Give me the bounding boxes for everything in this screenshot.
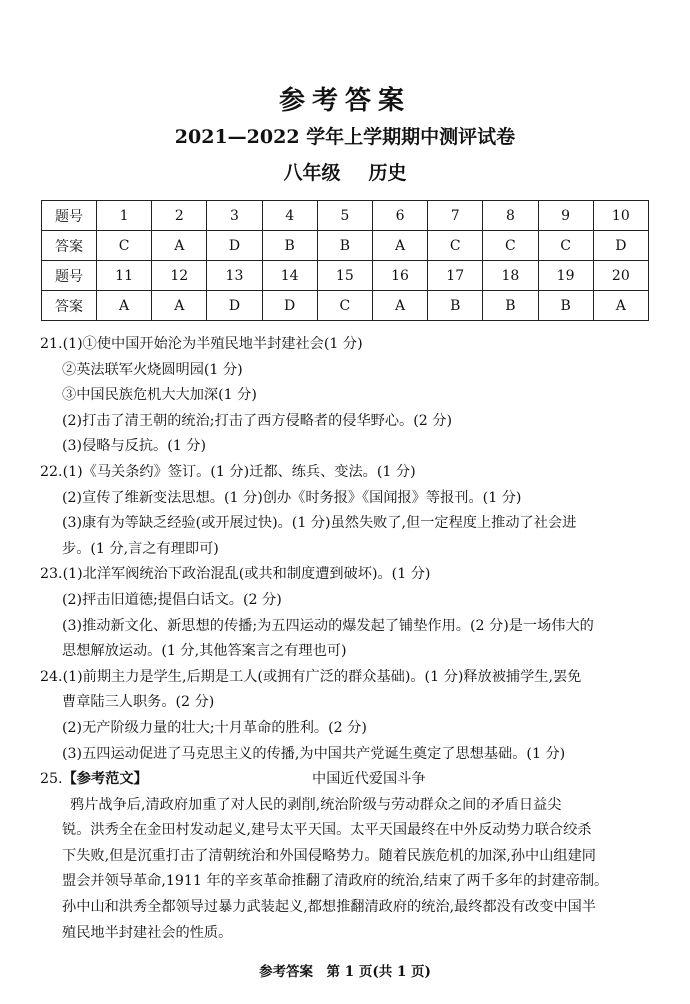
answer-table-cell: 8 bbox=[483, 201, 538, 231]
answer-table-row bbox=[42, 291, 649, 321]
q22-line-2: (2)宣传了维新变法思想。(1 分)创办《时务报》《国闻报》等报刊。(1 分) bbox=[62, 489, 522, 506]
essay-number: 25. bbox=[40, 771, 63, 788]
q24-line-1: 24.(1)前期主力是学生,后期是工人(或拥有广泛的群众基础)。(1 分)释放被捕学生,罢免 bbox=[40, 668, 582, 685]
answer-table-cell: 14 bbox=[262, 261, 317, 291]
answer-table-cell: A bbox=[152, 291, 207, 321]
answer-table-row bbox=[42, 261, 649, 291]
grade-label: 八年级 bbox=[283, 162, 341, 184]
q24-line-3: (2)无产阶级力量的壮大;十月革命的胜利。(2 分) bbox=[62, 719, 367, 736]
answer-table-cell: A bbox=[152, 231, 207, 261]
answer-table-row-header: 答案 bbox=[42, 231, 97, 261]
q21-line-2: ②英法联军火烧圆明园(1 分) bbox=[62, 361, 243, 378]
subject-label: 历史 bbox=[368, 162, 407, 184]
answer-table-cell: C bbox=[317, 291, 372, 321]
answer-table-cell: C bbox=[97, 231, 152, 261]
answer-table-cell: 10 bbox=[593, 201, 648, 231]
answer-table-cell: 17 bbox=[428, 261, 483, 291]
essay-line-3: 下失败,但是沉重打击了清朝统治和外国侵略势力。随着民族危机的加深,孙中山组建同 bbox=[62, 847, 596, 864]
answer-table-cell: B bbox=[483, 291, 538, 321]
answer-table-cell: A bbox=[593, 291, 648, 321]
q22-line-3: (3)康有为等缺乏经验(或开展过快)。(1 分)虽然失败了,但一定程度上推动了社会进 bbox=[62, 515, 577, 532]
answer-table-cell: 9 bbox=[538, 201, 593, 231]
essay-line-5: 孙中山和洪秀全都领导过暴力武装起义,都想推翻清政府的统治,最终都没有改变中国半 bbox=[62, 899, 596, 916]
answer-table-cell: 11 bbox=[97, 261, 152, 291]
q22-line-1: 22.(1)《马关条约》签订。(1 分)迁都、练兵、变法。(1 分) bbox=[40, 463, 416, 480]
q23-line-4: 思想解放运动。(1 分,其他答案言之有理也可) bbox=[62, 643, 347, 660]
exam-subtitle: 2021—2022 学年上学期期中测评试卷 bbox=[174, 126, 516, 148]
q21-line-4: (2)打击了清王朝的统治;打击了西方侵略者的侵华野心。(2 分) bbox=[62, 412, 452, 429]
q21-line-3: ③中国民族危机大大加深(1 分) bbox=[62, 387, 257, 404]
essay-line-6: 殖民地半封建社会的性质。 bbox=[62, 924, 233, 941]
answer-table-cell: 20 bbox=[593, 261, 648, 291]
answer-table-cell: B bbox=[538, 291, 593, 321]
q21-line-5: (3)侵略与反抗。(1 分) bbox=[62, 438, 207, 455]
answer-table-cell: 7 bbox=[428, 201, 483, 231]
answer-table-cell: B bbox=[262, 231, 317, 261]
answer-table-cell: 4 bbox=[262, 201, 317, 231]
page-title: 参考答案 bbox=[278, 86, 411, 116]
q23-line-1: 23.(1)北洋军阀统治下政治混乱(或共和制度遭到破坏)。(1 分) bbox=[40, 566, 431, 583]
answer-table-cell: 13 bbox=[207, 261, 262, 291]
answer-table-cell: 12 bbox=[152, 261, 207, 291]
q23-line-2: (2)抨击旧道德;提倡白话文。(2 分) bbox=[62, 591, 282, 608]
answer-table-cell: 5 bbox=[317, 201, 372, 231]
answer-table-cell: 3 bbox=[207, 201, 262, 231]
answer-table-cell: A bbox=[372, 291, 427, 321]
answer-table-cell: A bbox=[372, 231, 427, 261]
answer-table-cell: 1 bbox=[97, 201, 152, 231]
essay-line-4: 盟会并领导革命,1911 年的辛亥革命推翻了清政府的统治,结束了两千多年的封建帝制。 bbox=[62, 873, 609, 890]
grade-subject-line bbox=[0, 158, 690, 185]
q21-line-1: 21.(1)①使中国开始沦为半殖民地半封建社会(1 分) bbox=[40, 336, 363, 352]
essay-line-2: 锐。洪秀全在金田村发动起义,建号太平天国。太平天国最终在中外反动势力联合绞杀 bbox=[62, 822, 592, 839]
answer-table-cell: A bbox=[97, 291, 152, 321]
answer-table-cell: 2 bbox=[152, 201, 207, 231]
answer-table-cell: D bbox=[207, 231, 262, 261]
answer-table-row-header: 题号 bbox=[42, 261, 97, 291]
answer-table-cell: 6 bbox=[372, 201, 427, 231]
answer-table-cell: 15 bbox=[317, 261, 372, 291]
answer-table-cell: C bbox=[428, 231, 483, 261]
answer-table-cell: 18 bbox=[483, 261, 538, 291]
answer-table-row bbox=[42, 201, 649, 231]
essay-header bbox=[40, 767, 652, 793]
answer-body bbox=[40, 332, 652, 946]
answer-table-row bbox=[42, 231, 649, 261]
answer-table-cell: D bbox=[593, 231, 648, 261]
answer-table-cell: 16 bbox=[372, 261, 427, 291]
answer-table-cell: C bbox=[538, 231, 593, 261]
answer-table-row-header: 题号 bbox=[42, 201, 97, 231]
q22-line-4: 步。(1 分,言之有理即可) bbox=[62, 540, 219, 557]
answer-table bbox=[41, 200, 649, 321]
essay-title: 中国近代爱国斗争 bbox=[312, 771, 426, 788]
q24-line-4: (3)五四运动促进了马克思主义的传播,为中国共产党诞生奠定了思想基础。(1 分) bbox=[62, 745, 566, 762]
q24-line-2: 曹章陆三人职务。(2 分) bbox=[62, 694, 215, 711]
answer-table-cell: 19 bbox=[538, 261, 593, 291]
answer-table-cell: B bbox=[317, 231, 372, 261]
answer-table-cell: B bbox=[428, 291, 483, 321]
page-footer: 参考答案 第 1 页(共 1 页) bbox=[259, 964, 431, 980]
answer-table-row-header: 答案 bbox=[42, 291, 97, 321]
answer-table-cell: D bbox=[207, 291, 262, 321]
essay-tag: 【参考范文】 bbox=[62, 771, 148, 788]
essay-line-1: 鸦片战争后,清政府加重了对人民的剥削,统治阶级与劳动群众之间的矛盾日益尖 bbox=[70, 796, 562, 813]
answer-table-cell: C bbox=[483, 231, 538, 261]
q23-line-3: (3)推动新文化、新思想的传播;为五四运动的爆发起了铺垫作用。(2 分)是一场伟大的 bbox=[62, 617, 594, 634]
answer-table-cell: D bbox=[262, 291, 317, 321]
